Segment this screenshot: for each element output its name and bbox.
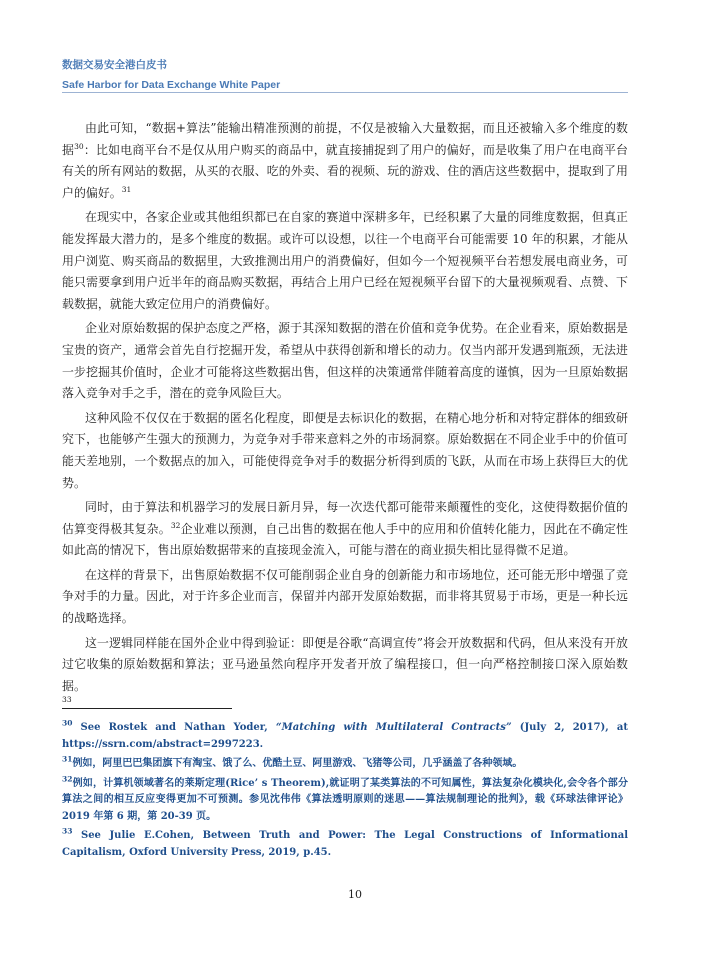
footnote-ref[interactable]: 30 — [74, 141, 84, 151]
footnote: $^{33}$ See Julie E.Cohen, Between Truth and Power: The Legal Constructions of Informational Capitalism, Oxford University Press, 2019, p.45. — [62, 826, 628, 858]
header-title-zh: 数据交易安全港白皮书 — [62, 59, 167, 71]
footnote: $^{30}$ See Rostek and Nathan Yoder, “Matching with Multilateral Contracts” (July 2, 2017), at https://ssrn.com/abstract=2997223. — [62, 718, 628, 750]
footnote: $^{31}$例如，阿里巴巴集团旗下有淘宝、饿了么、优酷土豆、阿里游戏、飞猪等公司，几乎涵盖了各种领域。 — [62, 754, 523, 769]
paragraph: 这种风险不仅仅在于数据的匿名化程度，即便是去标识化的数据，在精心地分析和对特定群体的细致研究下，也能够产生强大的预测力，为竞争对手带来意料之外的市场洞察。原始数据在不同企业手中的价值可能天差地别，一个数据点的加入，可能使得竞争对手的数据分析得到质的飞跃，从而在市场上获得巨大的优势。 — [62, 410, 628, 490]
page-number: 10 — [348, 888, 362, 901]
footnotes — [62, 720, 628, 864]
paragraph: 在这样的背景下，出售原始数据不仅可能削弱企业自身的创新能力和市场地位，还可能无形中增强了竞争对手的力量。因此，对于许多企业而言，保留并内部开发原始数据，而非将其贸易于市场，更是一种长远的战略选择。 — [62, 567, 628, 626]
page-header — [62, 28, 642, 92]
footnote-number: 33 — [62, 826, 73, 836]
footnote-ref[interactable]: 31 — [121, 184, 132, 194]
paragraph: 同时，由于算法和机器学习的发展日新月异，每一次迭代都可能带来颠覆性的变化，这使得数据价值的估算变得极其复杂。$^{32}$企业难以预测，自己出售的数据在他人手中的应用和价值转化能力，因此在不确定性如此高的情况下，售出原始数据带来的直接现金流入，可能与潜在的商业损失相比显得微不足道。 — [62, 500, 629, 558]
footnote-number: 32 — [62, 774, 73, 784]
paragraph: 在现实中，各家企业或其他组织都已在自家的赛道中深耕多年，已经积累了大量的同维度数据，但真正能发挥最大潜力的，是多个维度的数据。或许可以设想，以往一个电商平台可能需要 10 年的积累，才能从用户浏览、购买商品的数据里，大致推测出用户的消费偏好，但如今一个短视频平台若想发展电商业务，可能只需要拿到用户近半年的商品购买数据，再结合上用户已经在短视频平台留下的大量视频观看、点赞、下载数据，就能大致定位用户的消费偏好。 — [62, 210, 628, 311]
footnote-ref[interactable]: 33 — [62, 695, 72, 705]
footnote-ref[interactable]: 32 — [170, 520, 181, 530]
paragraph: 这一逻辑同样能在国外企业中得到验证：即便是谷歌“高调宣传”将会开放数据和代码，但从来没有开放过它收集的原始数据和算法；亚马逊虽然向程序开发者开放了编程接口，但一向严格控制接口深入原始数据。 33 — [62, 635, 628, 705]
paragraph: 企业对原始数据的保护态度之严格，源于其深知数据的潜在价值和竞争优势。在企业看来，原始数据是宝贵的资产，通常会首先自行挖掘开发，希望从中获得创新和增长的动力。仅当内部开发遇到瓶颈，无法进一步挖掘其价值时，企业才可能将这些数据出售，但这样的决策通常伴随着高度的谨慎，因为一旦原始数据落入竞争对手之手，潜在的竞争风险巨大。 — [62, 321, 628, 401]
footnote-number: 31 — [62, 754, 73, 764]
paragraph: 由此可知，“数据+算法”能输出精准预测的前提，不仅是被输入大量数据，而且还被输入多个维度的数据$^{30}$：比如电商平台不是仅从用户购买的商品中，就直接捕捉到了用户的偏好，而是收集了用户在电商平台有关的所有网站的数据，从买的衣服、吃的外卖、看的视频、玩的游戏、住的酒店这些数据中，提取到了用户的偏好。$^{31}$ — [62, 121, 628, 200]
body-text — [62, 118, 628, 708]
footnote-divider — [62, 708, 232, 709]
header-title-en: Safe Harbor for Data Exchange White Paper — [62, 79, 281, 91]
header-divider — [62, 92, 628, 93]
footnote-number: 30 — [62, 718, 73, 728]
footnote: $^{32}$例如，计算机领域著名的莱斯定理(Rice’ s Theorem),就证明了某类算法的不可知属性，算法复杂化模块化,会令各个部分算法之间的相互反应变得更加不可预测。参见沈伟伟《算法透明原则的迷思——算法规制理论的批判》，载《环球法律评论》2019 年第 6 期，第 20-39 页。 — [62, 774, 628, 822]
